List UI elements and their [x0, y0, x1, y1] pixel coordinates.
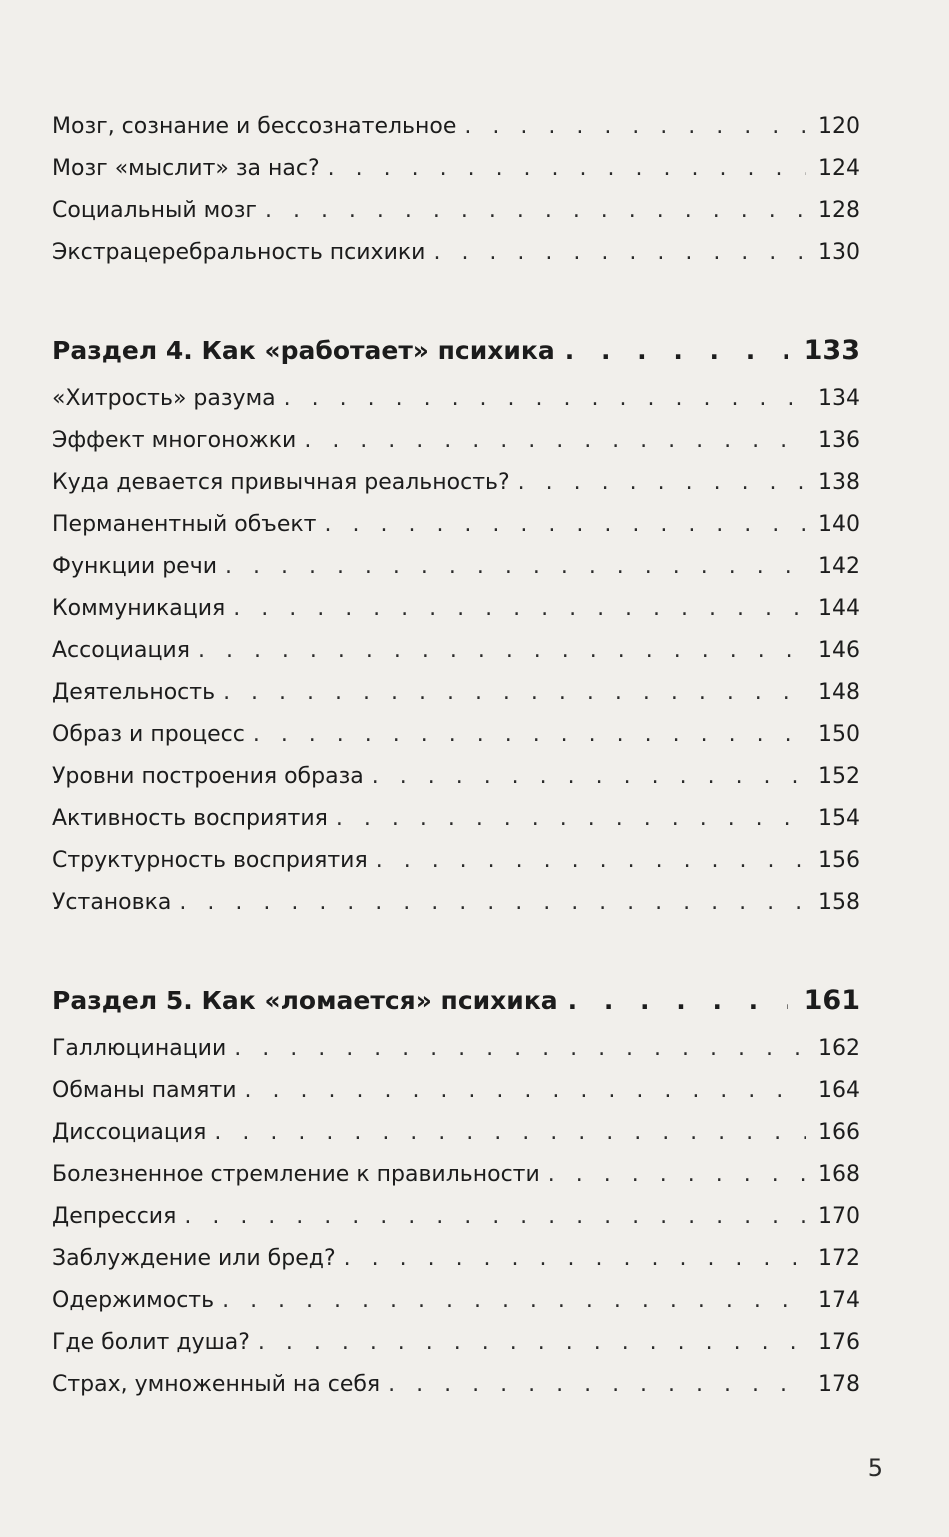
entry-page-number: 178: [818, 1372, 860, 1397]
entry-title: Болезненное стремление к правильности: [52, 1162, 540, 1187]
entry-page-number: 150: [818, 722, 860, 747]
entry-page-number: 128: [818, 198, 860, 223]
dot-leader: [548, 1154, 806, 1196]
dot-leader: [198, 630, 806, 672]
entry-page-number: 138: [818, 470, 860, 495]
entry-title: Страх, умноженный на себя: [52, 1372, 381, 1397]
toc-section-heading: [52, 976, 860, 1026]
toc-entry: [52, 462, 860, 504]
entry-page-number: 136: [818, 428, 860, 453]
entry-title: Одержимость: [52, 1288, 215, 1313]
dot-leader: [214, 1112, 806, 1154]
toc-entry: [52, 1112, 860, 1154]
toc-entry: [52, 798, 860, 840]
entry-page-number: 152: [818, 764, 860, 789]
entry-title: «Хитрость» разума: [52, 386, 276, 411]
dot-leader: [376, 840, 806, 882]
dot-leader: [179, 882, 806, 924]
toc-entry: [52, 1238, 860, 1280]
entry-page-number: 156: [818, 848, 860, 873]
toc-entry: [52, 1196, 860, 1238]
entry-title: Диссоциация: [52, 1120, 207, 1145]
dot-leader: [234, 1028, 806, 1070]
toc-entry: [52, 756, 860, 798]
toc-entry: [52, 546, 860, 588]
dot-leader: [304, 420, 806, 462]
toc-entry: [52, 190, 860, 232]
dot-leader: [223, 672, 806, 714]
entry-title: Перманентный объект: [52, 512, 317, 537]
toc-entry: [52, 1322, 860, 1364]
entry-page-number: 174: [818, 1288, 860, 1313]
entry-page-number: 120: [818, 114, 860, 139]
section-title: Раздел 4. Как «работает» психика: [52, 336, 555, 365]
entry-title: Образ и процесс: [52, 722, 245, 747]
section-page-number: 133: [803, 335, 860, 366]
toc-entry: [52, 588, 860, 630]
entry-title: Где болит душа?: [52, 1330, 250, 1355]
entry-page-number: 134: [818, 386, 860, 411]
dot-leader: [328, 148, 806, 190]
entry-title: Куда девается привычная реальность?: [52, 470, 510, 495]
entry-title: Функции речи: [52, 554, 217, 579]
dot-leader: [184, 1196, 806, 1238]
entry-page-number: 172: [818, 1246, 860, 1271]
entry-page-number: 140: [818, 512, 860, 537]
toc-entry: [52, 840, 860, 882]
entry-title: Коммуникация: [52, 596, 226, 621]
toc-entry: [52, 1280, 860, 1322]
dot-leader: [388, 1364, 806, 1406]
dot-leader: [233, 588, 806, 630]
toc-entry: [52, 106, 860, 148]
entry-page-number: 170: [818, 1204, 860, 1229]
toc-entry: [52, 1154, 860, 1196]
entry-page-number: 146: [818, 638, 860, 663]
dot-leader: [325, 504, 807, 546]
toc-entry: [52, 504, 860, 546]
dot-leader: [336, 798, 806, 840]
entry-page-number: 148: [818, 680, 860, 705]
dot-leader: [433, 232, 806, 274]
toc-entry: [52, 378, 860, 420]
dot-leader: [518, 462, 806, 504]
dot-leader: [245, 1070, 806, 1112]
dot-leader: [284, 378, 806, 420]
dot-leader: [225, 546, 806, 588]
dot-leader: [222, 1280, 806, 1322]
entry-title: Установка: [52, 890, 172, 915]
entry-page-number: 124: [818, 156, 860, 181]
entry-title: Экстрацеребральность психики: [52, 240, 426, 265]
entry-title: Эффект многоножки: [52, 428, 297, 453]
entry-page-number: 142: [818, 554, 860, 579]
dot-leader: [464, 106, 806, 148]
entry-title: Депрессия: [52, 1204, 177, 1229]
dot-leader: [372, 756, 806, 798]
entry-title: Структурность восприятия: [52, 848, 368, 873]
entry-title: Мозг «мыслит» за нас?: [52, 156, 320, 181]
dot-leader: [265, 190, 806, 232]
page-number: 5: [867, 1454, 883, 1482]
section-page-number: 161: [803, 985, 860, 1016]
toc-entry: [52, 630, 860, 672]
entry-page-number: 158: [818, 890, 860, 915]
entry-title: Уровни построения образа: [52, 764, 364, 789]
entry-title: Заблуждение или бред?: [52, 1246, 336, 1271]
table-of-contents: [52, 106, 860, 1406]
dot-leader: [344, 1238, 806, 1280]
section-title: Раздел 5. Как «ломается» психика: [52, 986, 558, 1015]
entry-page-number: 154: [818, 806, 860, 831]
entry-title: Деятельность: [52, 680, 216, 705]
toc-entry: [52, 232, 860, 274]
dot-leader: [258, 1322, 806, 1364]
entry-title: Мозг, сознание и бессознательное: [52, 114, 457, 139]
toc-entry: [52, 1364, 860, 1406]
dot-leader: [568, 976, 788, 1026]
toc-entry: [52, 420, 860, 462]
entry-page-number: 164: [818, 1078, 860, 1103]
toc-section-heading: [52, 326, 860, 376]
dot-leader: [253, 714, 806, 756]
entry-title: Обманы памяти: [52, 1078, 237, 1103]
toc-entry: [52, 672, 860, 714]
dot-leader: [565, 326, 788, 376]
entry-page-number: 144: [818, 596, 860, 621]
entry-page-number: 168: [818, 1162, 860, 1187]
entry-title: Активность восприятия: [52, 806, 328, 831]
entry-page-number: 130: [818, 240, 860, 265]
entry-title: Галлюцинации: [52, 1036, 227, 1061]
entry-title: Ассоциация: [52, 638, 190, 663]
entry-page-number: 162: [818, 1036, 860, 1061]
entry-page-number: 166: [818, 1120, 860, 1145]
toc-entry: [52, 148, 860, 190]
toc-entry: [52, 1070, 860, 1112]
toc-entry: [52, 714, 860, 756]
toc-entry: [52, 1028, 860, 1070]
entry-title: Социальный мозг: [52, 198, 257, 223]
toc-entry: [52, 882, 860, 924]
entry-page-number: 176: [818, 1330, 860, 1355]
